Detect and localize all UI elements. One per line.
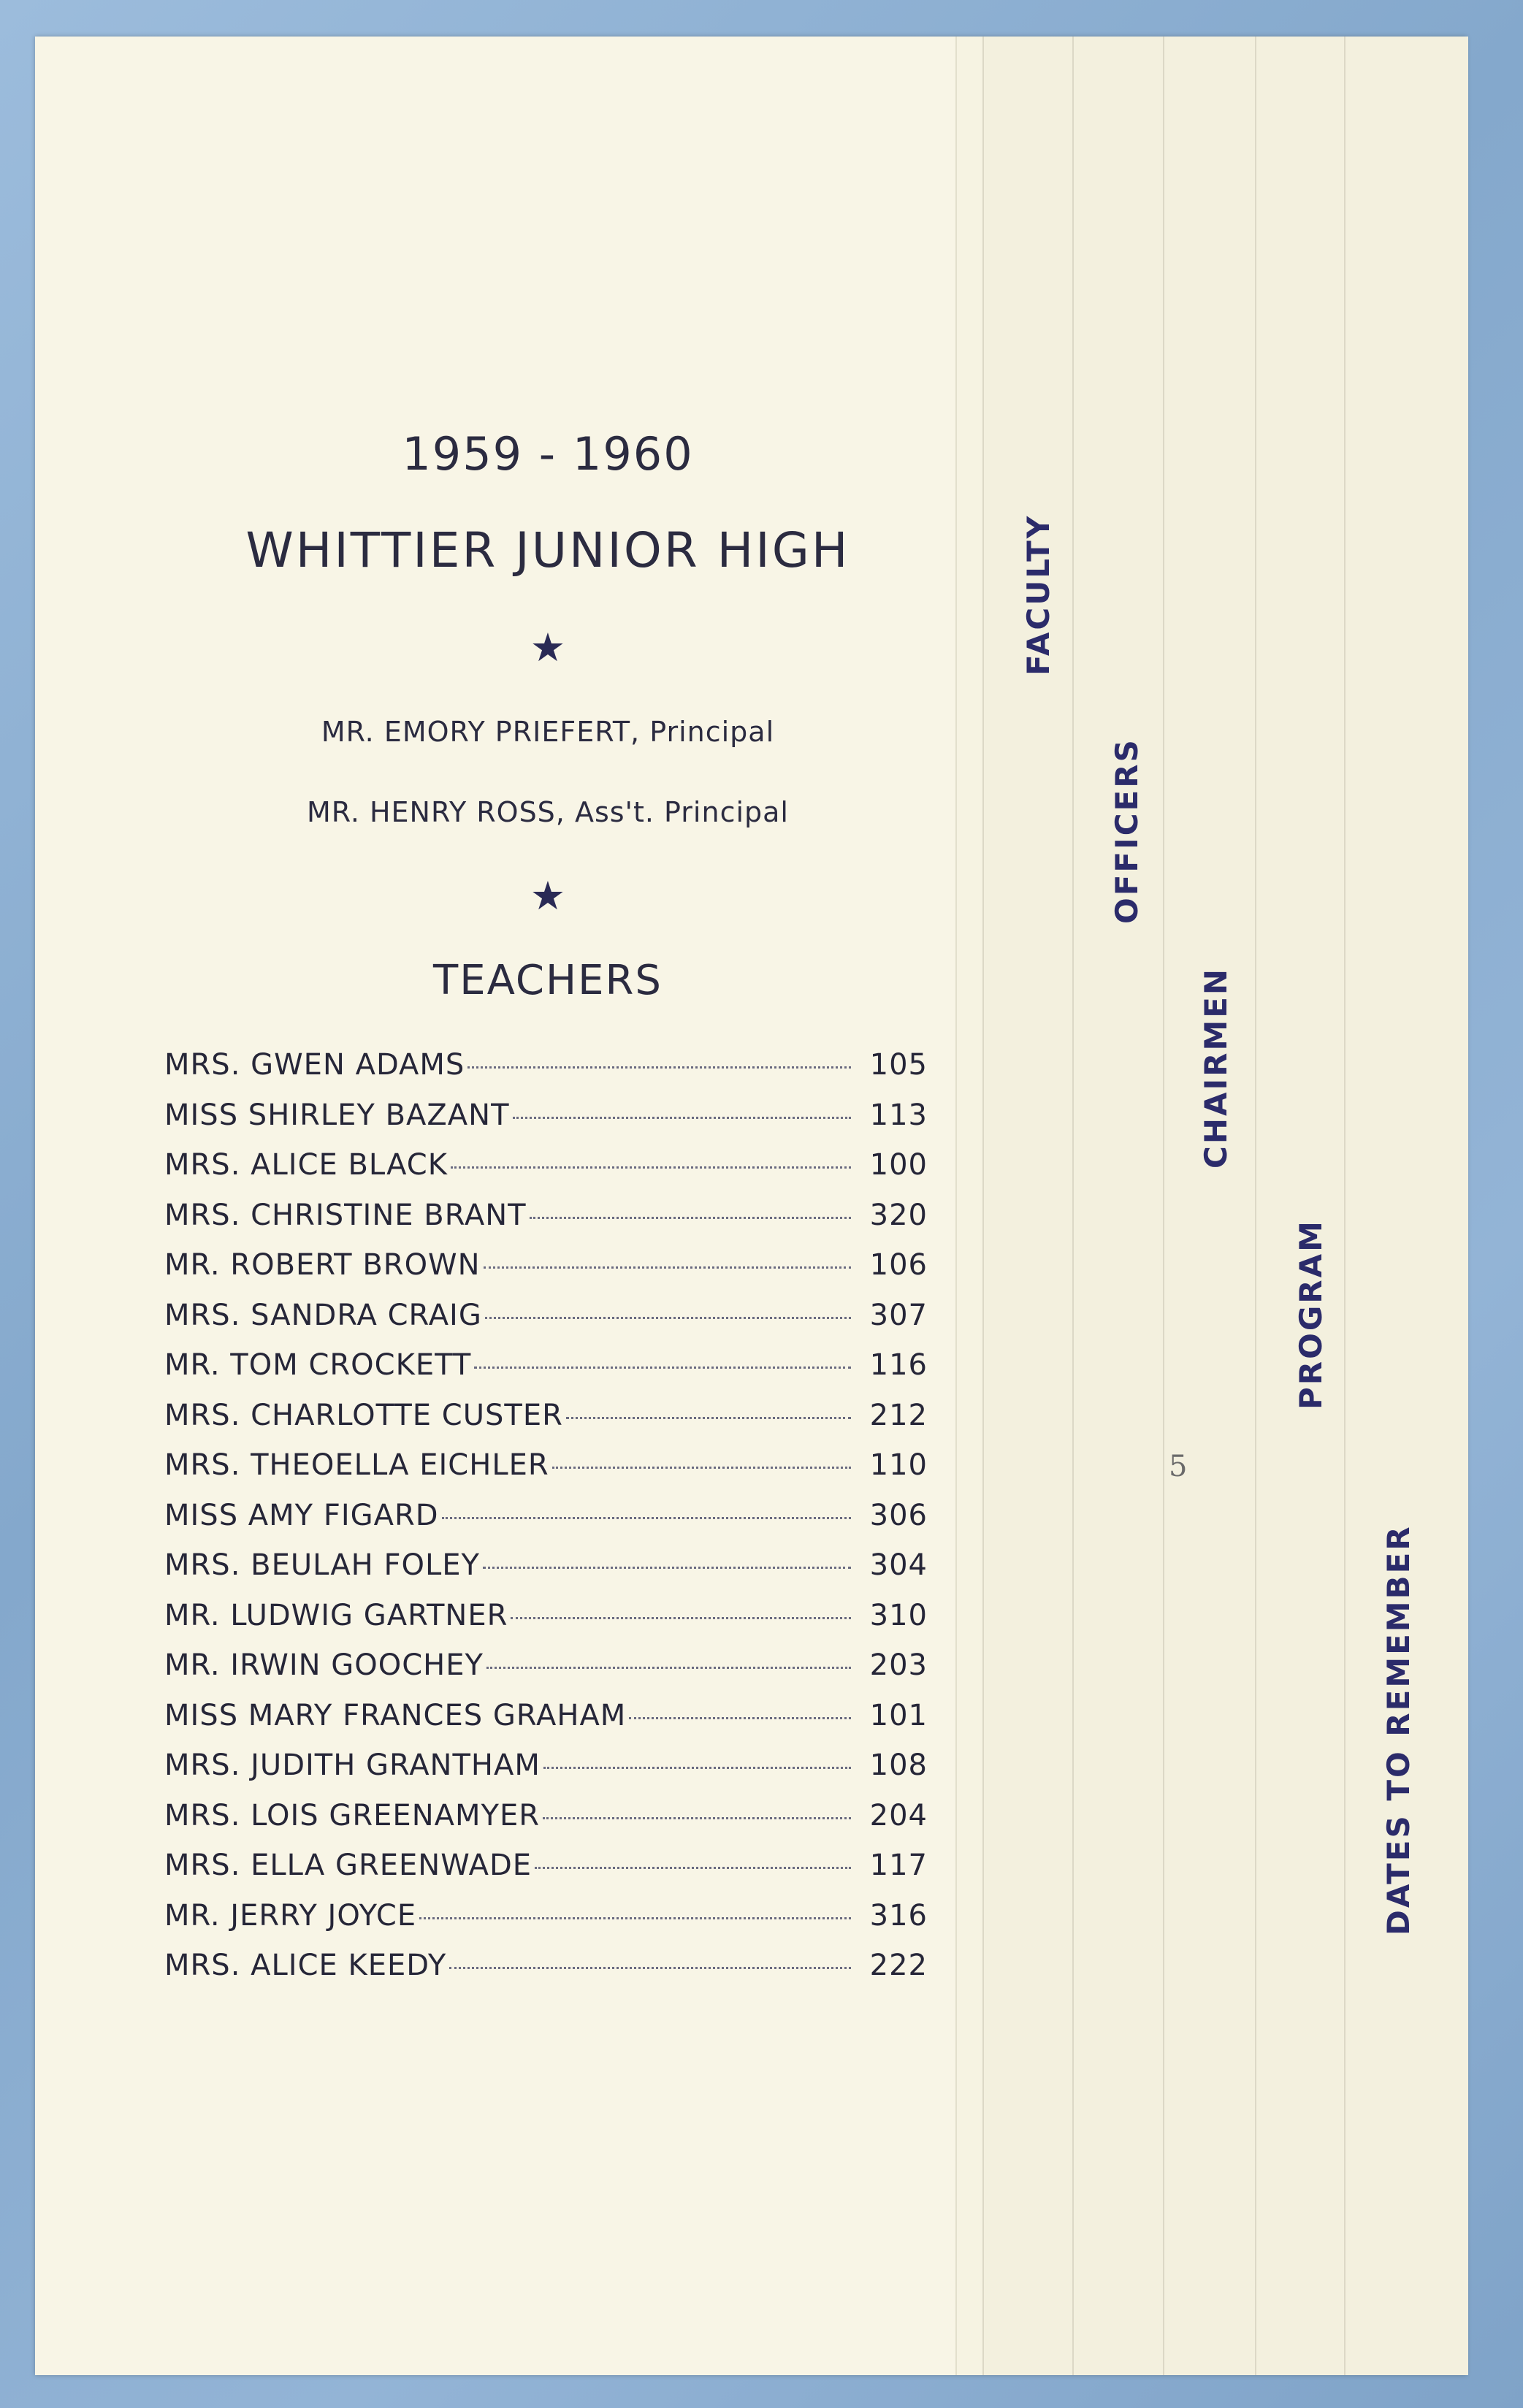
list-item: [164, 1799, 928, 1849]
room-number: 116: [869, 1348, 928, 1382]
star-icon: ★: [530, 624, 566, 670]
teacher-name: MRS. ELLA GREENWADE: [164, 1849, 533, 1882]
dot-leader: [449, 1967, 851, 1969]
list-item: [164, 1348, 928, 1399]
teacher-name: MRS. CHRISTINE BRANT: [164, 1198, 527, 1232]
room-number: 117: [869, 1849, 928, 1882]
room-number: 204: [869, 1798, 928, 1832]
tab-chairmen[interactable]: CHAIRMEN: [1198, 966, 1234, 1169]
teachers-heading: TEACHERS: [433, 957, 663, 1004]
tab-officers[interactable]: OFFICERS: [1109, 738, 1145, 924]
teacher-name: MRS. ALICE KEEDY: [164, 1949, 447, 1982]
dot-leader: [451, 1166, 851, 1169]
room-number: 101: [869, 1698, 928, 1732]
list-item: [164, 1849, 928, 1899]
school-name: WHITTIER JUNIOR HIGH: [245, 522, 850, 578]
dot-leader: [474, 1367, 851, 1369]
list-item: [164, 1299, 928, 1349]
list-item: [164, 1199, 928, 1249]
list-item: [164, 1248, 928, 1299]
tab-faculty[interactable]: FACULTY: [1020, 513, 1056, 676]
dot-leader: [530, 1217, 851, 1219]
list-item: [164, 1098, 928, 1149]
list-item: [164, 1699, 928, 1749]
star-icon: ★: [530, 873, 566, 919]
teacher-name: MRS. THEOELLA EICHLER: [164, 1448, 549, 1482]
room-number: 100: [869, 1148, 928, 1182]
room-number: 108: [869, 1748, 928, 1782]
list-item: [164, 1499, 928, 1549]
assistant-principal-line: MR. HENRY ROSS, Ass't. Principal: [306, 796, 789, 828]
dot-leader: [543, 1817, 851, 1819]
list-item: [164, 1148, 928, 1199]
teacher-name: MRS. ALICE BLACK: [164, 1148, 448, 1182]
tab-dates-to-remember[interactable]: DATES TO REMEMBER: [1381, 1524, 1416, 1935]
teacher-name: MR. JERRY JOYCE: [164, 1898, 417, 1933]
teacher-name: MRS. JUDITH GRANTHAM: [164, 1748, 541, 1782]
room-number: 304: [869, 1548, 928, 1582]
list-item: [164, 1648, 928, 1699]
teacher-name: MRS. SANDRA CRAIG: [164, 1298, 482, 1332]
teacher-name: MISS SHIRLEY BAZANT: [164, 1098, 510, 1132]
room-number: 212: [869, 1398, 928, 1432]
dot-leader: [467, 1066, 851, 1069]
room-number: 106: [869, 1248, 928, 1282]
teacher-name: MRS. CHARLOTTE CUSTER: [164, 1398, 563, 1432]
list-item: [164, 1899, 928, 1949]
dot-leader: [485, 1317, 851, 1319]
dot-leader: [486, 1667, 851, 1669]
room-number: 306: [869, 1498, 928, 1532]
list-item: [164, 1448, 928, 1499]
dot-leader: [535, 1867, 851, 1869]
dot-leader: [629, 1717, 851, 1719]
teacher-name: MR. ROBERT BROWN: [164, 1248, 481, 1282]
dot-leader: [552, 1467, 851, 1469]
tab-page-dates[interactable]: [1344, 37, 1468, 2375]
school-year: 1959 - 1960: [402, 427, 694, 481]
dot-leader: [483, 1567, 851, 1569]
room-number: 222: [869, 1949, 928, 1982]
dot-leader: [513, 1117, 852, 1119]
teacher-name: MRS. GWEN ADAMS: [164, 1048, 465, 1082]
list-item: [164, 1748, 928, 1799]
teacher-name: MR. TOM CROCKETT: [164, 1348, 472, 1382]
room-number: 316: [869, 1898, 928, 1933]
list-item: [164, 1548, 928, 1599]
teacher-name: MRS. BEULAH FOLEY: [164, 1548, 480, 1582]
room-number: 203: [869, 1648, 928, 1682]
dot-leader: [566, 1417, 851, 1419]
list-item: [164, 1399, 928, 1449]
room-number: 105: [869, 1048, 928, 1082]
list-item: [164, 1949, 928, 1999]
room-number: 307: [869, 1298, 928, 1332]
teacher-name: MR. IRWIN GOOCHEY: [164, 1648, 484, 1682]
teacher-list: [164, 1048, 928, 1999]
room-number: 310: [869, 1598, 928, 1632]
list-item: [164, 1599, 928, 1649]
room-number: 110: [869, 1448, 928, 1482]
teacher-name: MRS. LOIS GREENAMYER: [164, 1798, 541, 1832]
teacher-name: MISS MARY FRANCES GRAHAM: [164, 1698, 627, 1732]
teacher-name: MISS AMY FIGARD: [164, 1498, 439, 1532]
dot-leader: [484, 1266, 851, 1269]
room-number: 320: [869, 1198, 928, 1232]
teacher-name: MR. LUDWIG GARTNER: [164, 1598, 508, 1632]
room-number: 113: [869, 1098, 928, 1132]
dot-leader: [442, 1517, 851, 1519]
tab-program[interactable]: PROGRAM: [1293, 1219, 1329, 1410]
dot-leader: [543, 1767, 851, 1769]
list-item: [164, 1048, 928, 1098]
dot-leader: [419, 1917, 851, 1919]
dot-leader: [511, 1617, 851, 1619]
principal-line: MR. EMORY PRIEFERT, Principal: [321, 716, 775, 748]
handwritten-mark: 5: [1169, 1450, 1188, 1483]
